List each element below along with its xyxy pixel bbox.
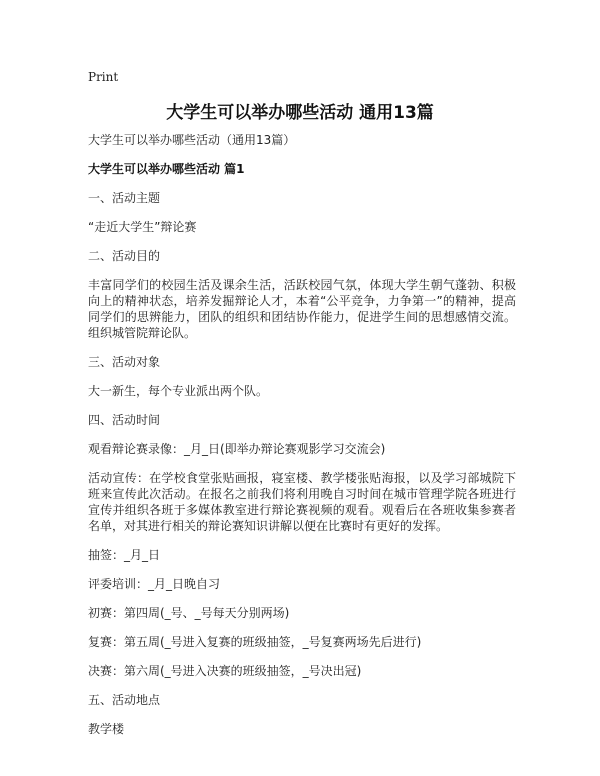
paragraph: 评委培训：_月_日晚自习 xyxy=(88,577,221,591)
paragraph: 丰富同学们的校园生活及课余生活，活跃校园气氛，体现大学生朝气蓬勃、积极向上的精神状态，培养发掘辩论人才，本着“公平竞争，力争第一”的精神，提高同学们的思辨能力，团队的组织和团结协作能力，促进学生间的思想感情交流。组织城管院辩论队。 xyxy=(88,278,516,340)
paragraph: 四、活动时间 xyxy=(88,413,161,427)
paragraph: 二、活动目的 xyxy=(88,249,161,263)
print-link[interactable]: Print xyxy=(88,70,119,84)
paragraph: 抽签：_月_日 xyxy=(88,548,161,562)
paragraph: 活动宣传：在学校食堂张贴画报，寝室楼、教学楼张贴海报，以及学习部城院下班来宣传此次活动。在报名之前我们将利用晚自习时间在城市管理学院各班进行宣传并组织各班于多媒体教室进行辩论赛视频的观看。观看后在各班收集参赛者名单，对其进行相关的辩论赛知识讲解以便在比赛时有更好的发挥。 xyxy=(88,471,516,533)
paragraph: 教学楼 xyxy=(88,722,125,736)
paragraph: 大学生可以举办哪些活动（通用13篇） xyxy=(88,133,296,147)
paragraph: “走近大学生”辩论赛 xyxy=(88,220,197,234)
paragraph: 决赛：第六周(_号进入决赛的班级抽签，_号决出冠) xyxy=(88,664,362,678)
paragraph: 大一新生，每个专业派出两个队。 xyxy=(88,384,269,398)
section-heading: 大学生可以举办哪些活动 篇1 xyxy=(88,162,245,176)
paragraph: 一、活动主题 xyxy=(88,191,161,205)
paragraph: 观看辩论赛录像：_月_日(即举办辩论赛观影学习交流会) xyxy=(88,442,386,456)
paragraph: 三、活动对象 xyxy=(88,355,161,369)
paragraph: 五、活动地点 xyxy=(88,693,161,707)
document-title: 大学生可以举办哪些活动 通用13篇 xyxy=(166,103,434,123)
paragraph: 初赛：第四周(_号、_号每天分别两场) xyxy=(88,606,290,620)
document-body xyxy=(88,132,516,750)
paragraph: 复赛：第五周(_号进入复赛的班级抽签，_号复赛两场先后进行) xyxy=(88,635,422,649)
